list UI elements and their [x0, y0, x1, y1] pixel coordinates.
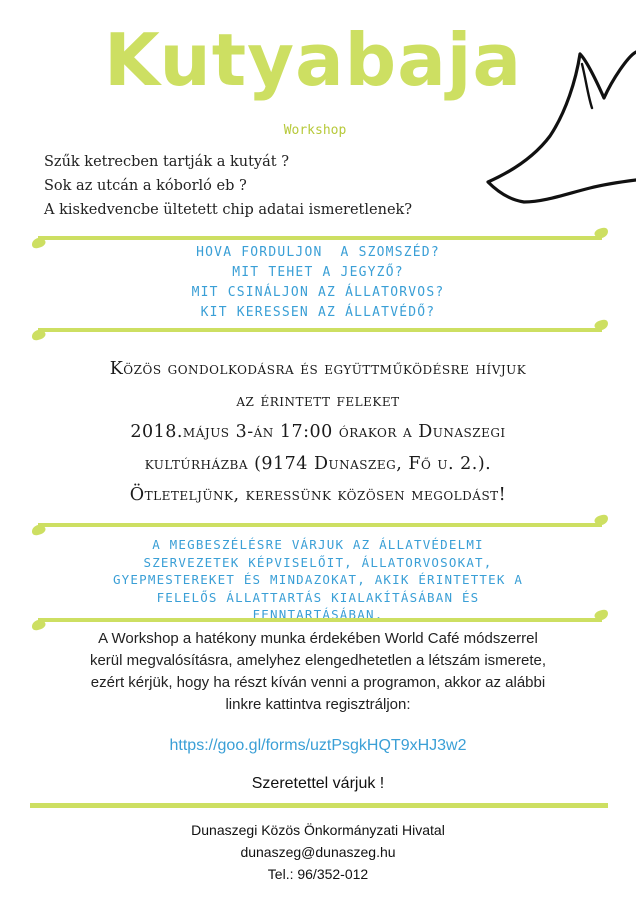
registration-link[interactable]: https://goo.gl/forms/uztPsgkHQT9xHJ3w2 [169, 737, 467, 754]
intro-question: A kiskedvencbe ültetett chip adatai ismeretlenek? [44, 202, 413, 218]
invitation-text [30, 354, 606, 512]
invitation-line: 2018.május 3-án 17:00 órakor a Dunaszegi [130, 422, 506, 442]
intro-question: Szűk ketrecben tartják a kutyát ? [44, 154, 289, 170]
invitation-line: az érintett feleket [236, 390, 400, 411]
poster-title: Kutyabaja [103, 18, 523, 102]
footer-phone: Tel.: 96/352-012 [267, 866, 369, 882]
section-divider [30, 316, 610, 346]
intro-questions [44, 150, 484, 222]
footer-organization: Dunaszegi Közös Önkormányzati Hivatal [191, 822, 445, 838]
guests-line: SZERVEZETEK KÉPVISELŐIT, ÁLLATORVOSOKAT, [143, 554, 493, 570]
guests-line: A MEGBESZÉLÉSRE VÁRJUK AZ ÁLLATVÉDELMI [152, 537, 484, 552]
who-question: HOVA FORDULJON A SZOMSZÉD? [196, 245, 440, 260]
who-question: MIT CSINÁLJON AZ ÁLLATORVOS? [191, 285, 445, 300]
guests-line: GYEPMESTEREKET ÉS MINDAZOKAT, AKIK ÉRINTETTEK A [112, 572, 524, 587]
registration-line: ezért kérjük, hogy ha részt kíván venni a programon, akkor az alábbi [90, 674, 546, 691]
footer-divider [30, 803, 608, 808]
registration-line: linkre kattintva regisztráljon: [225, 696, 411, 713]
registration-line: kerül megvalósításra, amelyhez elengedhetetlen a létszám ismerete, [89, 652, 547, 669]
invitation-line: kultúrházba (9174 Dunaszeg, Fő u. 2.). [144, 453, 492, 474]
footer-email[interactable]: dunaszeg@dunaszeg.hu [240, 844, 396, 860]
invitation-line: Közös gondolkodásra és együttműködésre hívjuk [109, 359, 527, 379]
who-questions [40, 243, 596, 323]
greeting: Szeretettel várjuk ! [251, 775, 385, 792]
footer [40, 819, 596, 885]
who-question: KIT KERESSEN AZ ÁLLATVÉDŐ? [200, 305, 436, 320]
guests-line: FELELŐS ÁLLATTARTÁS KIALAKÍTÁSÁBAN ÉS [156, 589, 480, 605]
guests-line: FENNTARTÁSÁBAN. [252, 607, 384, 622]
registration-text [40, 628, 596, 716]
registration-line: A Workshop a hatékony munka érdekében World Café módszerrel [98, 630, 538, 647]
who-question: MIT TEHET A JEGYZŐ? [232, 265, 404, 280]
dog-head-outline-icon [480, 50, 636, 210]
invitation-line: Ötleteljünk, keressünk közösen megoldást! [129, 485, 507, 505]
poster-subtitle: Workshop [283, 123, 347, 138]
intro-question: Sok az utcán a kóborló eb ? [44, 178, 247, 194]
